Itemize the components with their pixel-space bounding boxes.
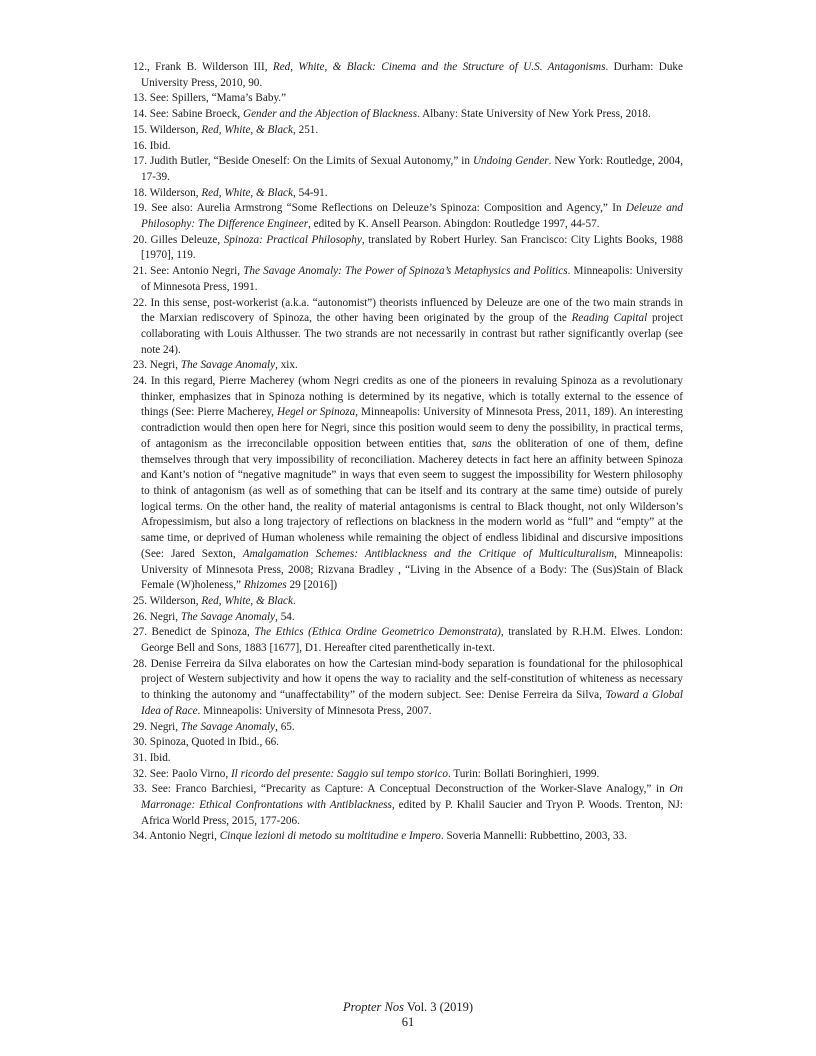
endnote-text: , 54. — [275, 610, 295, 623]
endnote-text: the obliteration of one of them, define themselves through that very impossibility of reconciliation. Macherey detects in fact here an affinity between Spinoza and Kant’s notion of “negative magnitude” in ways that even seem to suggest the impossibility for Western philosophy to think of antagonism (as well as of something that can be itself and its contrary at the same time) outside of purely logical terms. On the other hand, the reality of material antagonisms is central to Black thought, not only Wilderson’s Afropessimism, but also a long trajectory of reflections on blackness in the modern world as “full” and “empty” at the same time, or deprived of Human wholeness while remaining the object of endless libidinal and discursive impositions (See: Jared Sexton, — [141, 437, 684, 560]
endnote-number: 31. — [133, 751, 147, 764]
endnote-title: Spinoza: Practical Philosophy — [223, 233, 362, 246]
endnote-text: . Albany: State University of New York Press, 2018. — [417, 108, 651, 121]
endnote-text: Negri, — [149, 610, 181, 623]
endnote-number: 23. — [133, 359, 147, 372]
endnote-title: sans — [471, 437, 492, 450]
endnote-text: Judith Butler, “Beside Oneself: On the Limits of Sexual Autonomy,” in — [149, 155, 473, 168]
journal-footer — [0, 1000, 816, 1014]
endnote-title: Cinque lezioni di metodo su moltitudine e Impero — [219, 830, 441, 843]
endnote-title: Red, White, & Black — [201, 186, 293, 199]
endnote-text: . Minneapolis: University of Minnesota Press, 2007. — [197, 704, 432, 717]
endnote-text: . Turin: Bollati Boringhieri, 1999. — [447, 767, 600, 780]
endnote-item — [133, 139, 683, 155]
endnote-text: Negri, — [149, 359, 181, 372]
endnote-number: 22. — [133, 296, 147, 309]
endnote-title: Undoing Gender — [472, 155, 549, 168]
page-number: 61 — [401, 1015, 415, 1029]
endnote-number: 19. — [133, 202, 147, 215]
journal-name: Propter Nos — [343, 1000, 404, 1014]
endnote-text: Wilderson, — [149, 594, 202, 607]
endnote-item — [133, 233, 683, 264]
endnote-text: 29 [2016]) — [286, 579, 338, 592]
endnote-title: Red, White, & Black: Cinema and the Structure of U.S. Antagonisms — [272, 61, 606, 73]
endnote-text: Wilderson, — [149, 123, 202, 136]
endnote-item — [133, 123, 683, 139]
endnote-text: , Minneapolis: University of Minnesota Press, 2011, 189). An interesting contradiction would then open here for Negri, since this position would seem to deny the possibility, in practical terms, of antagonism as the irreconcilable opposition between entities that, — [141, 406, 684, 450]
endnote-number: 24. — [133, 375, 147, 388]
endnote-item — [133, 154, 683, 185]
endnote-title: Red, White, & Black — [201, 123, 293, 136]
endnote-text: , 65. — [275, 720, 295, 733]
endnote-item — [133, 782, 683, 829]
endnote-item — [133, 186, 683, 202]
endnotes-list — [133, 60, 683, 845]
endnote-number: 18. — [133, 186, 147, 199]
endnote-text: See: Franco Barchiesi, “Precarity as Capture: A Conceptual Deconstruction of the Worker-Slave Analogy,” in — [151, 783, 670, 796]
endnote-number: 33. — [133, 783, 147, 796]
endnote-title: Gender and the Abjection of Blackness — [243, 108, 418, 121]
endnote-number: 20. — [133, 233, 147, 246]
endnote-number: 16. — [133, 139, 147, 152]
endnote-number: 34. — [133, 830, 147, 843]
endnote-text: Gilles Deleuze, — [150, 233, 224, 246]
endnote-number: 32. — [133, 767, 147, 780]
endnote-text: . Soveria Mannelli: Rubbettino, 2003, 33. — [440, 830, 627, 843]
endnote-item — [133, 751, 683, 767]
endnote-number: 14. — [133, 108, 147, 121]
endnote-title: Deleuze and Philosophy: The Difference Engineer — [141, 202, 683, 231]
endnote-item — [133, 594, 683, 610]
endnote-number: 30. — [133, 736, 147, 749]
endnote-item — [133, 829, 683, 845]
endnote-title: The Savage Anomaly: The Power of Spinoza’s Metaphysics and Politics — [243, 265, 568, 278]
endnote-text: In this regard, Pierre Macherey (whom Negri credits as one of the pioneers in revaluing Spinoza as a revolutionary thinker, emphasizes that in Spinoza nothing is determined by its negative, which is totally external to the essence of things (See: Pierre Macherey, — [141, 375, 684, 419]
endnote-title: On Marronage: Ethical Confrontations with Antiblackness — [141, 783, 683, 812]
endnote-text: Spinoza, Quoted in Ibid., 66. — [149, 736, 280, 749]
endnote-text: . New York: Routledge, 2004, 17-39. — [141, 155, 683, 183]
endnote-number: 15. — [133, 123, 147, 136]
endnote-number: 12., — [133, 61, 150, 73]
endnote-text: See also: Aurelia Armstrong “Some Reflections on Deleuze’s Spinoza: Composition and Agency,” In — [151, 202, 626, 215]
endnote-item — [133, 657, 683, 720]
endnote-number: 26. — [133, 610, 147, 623]
endnote-item — [133, 358, 683, 374]
endnote-text: , 54-91. — [293, 186, 328, 199]
endnote-title: Toward a Global Idea of Race — [141, 689, 683, 717]
endnote-text: , edited by P. Khalil Saucier and Tryon P. Woods. Trenton, NJ: Africa World Press, 2015, 177-206. — [141, 799, 683, 827]
endnote-text: , translated by R.H.M. Elwes. London: George Bell and Sons, 1883 [1677], D1. Hereafter cited parenthetically in-text. — [141, 626, 684, 655]
endnote-title: The Savage Anomaly — [180, 720, 276, 733]
endnote-title: Reading Capital — [571, 312, 648, 325]
endnote-text: Frank B. Wilderson III, — [155, 61, 273, 73]
endnote-text: , translated by Robert Hurley. San Francisco: City Lights Books, 1988 [1970], 119. — [141, 233, 683, 262]
endnote-title: Amalgamation Schemes: Antiblackness and the Critique of Multiculturalism — [242, 547, 615, 560]
endnote-text: Ibid. — [149, 751, 171, 764]
endnote-text: Denise Ferreira da Silva elaborates on how the Cartesian mind-body separation is foundational for the philosophical project of Western subjectivity and how it opens the way to raciality and the self-constitution of whiteness as necessary to thinking the autonomy and “unaffectability” of the modern subject. See: Denise Ferreira da Silva, — [141, 657, 684, 702]
endnote-number: 17. — [133, 155, 147, 168]
endnote-text: , edited by K. Ansell Pearson. Abingdon: Routledge 1997, 44-57. — [308, 218, 600, 231]
endnote-number: 27. — [133, 626, 147, 639]
journal-volume: Vol. 3 (2019) — [404, 1000, 473, 1014]
endnote-text: . — [293, 594, 296, 607]
endnote-text: See: Paolo Virno, — [149, 767, 231, 780]
endnote-text: Wilderson, — [149, 186, 202, 199]
endnote-item — [133, 735, 683, 751]
endnote-text: In this sense, post-workerist (a.k.a. “autonomist”) theorists influenced by Deleuze are one of the two main strands in the Marxian rediscovery of Spinoza, the other having been originated by the group of the — [141, 296, 683, 325]
endnote-item — [133, 201, 683, 232]
endnote-item — [133, 625, 683, 656]
endnote-text: Benedict de Spinoza, — [151, 626, 255, 639]
endnote-title: Hegel or Spinoza — [277, 406, 356, 419]
endnote-title: The Savage Anomaly — [180, 610, 276, 623]
endnote-title: Red, White, & Black — [201, 594, 293, 607]
endnote-text: , 251. — [293, 123, 319, 136]
endnote-text: . Minneapolis: University of Minnesota Press, 1991. — [141, 265, 683, 293]
endnote-item — [133, 374, 683, 594]
endnote-text: See: Spillers, “Mama’s Baby.” — [149, 92, 287, 105]
endnote-item — [133, 296, 683, 359]
endnote-title: The Savage Anomaly — [180, 359, 276, 372]
endnote-number: 21. — [133, 265, 147, 278]
endnote-text: project collaborating with Louis Althusser. The two strands are not necessarily in contrast but rather significantly overlap (see note 24). — [141, 312, 684, 356]
endnote-item — [133, 60, 683, 91]
endnote-title: Rhizomes — [243, 579, 287, 592]
endnote-text: . Durham: Duke University Press, 2010, 90. — [141, 61, 683, 89]
endnote-text: Negri, — [149, 720, 181, 733]
endnote-text: See: Sabine Broeck, — [149, 108, 243, 121]
endnote-item — [133, 107, 683, 123]
endnote-text: , Minneapolis: University of Minnesota Press, 2008; Rizvana Bradley , “Living in the Absence of a Body: The (Sus)Stain of Black Female (W)holeness,” — [141, 547, 683, 592]
endnote-number: 29. — [133, 720, 147, 733]
endnote-number: 25. — [133, 594, 147, 607]
endnote-text: See: Antonio Negri, — [150, 265, 244, 278]
endnote-item — [133, 767, 683, 783]
endnote-item — [133, 720, 683, 736]
endnote-number: 13. — [133, 92, 147, 105]
endnote-item — [133, 610, 683, 626]
endnote-title: Il ricordo del presente: Saggio sul tempo storico — [230, 767, 448, 780]
endnote-text: , xix. — [275, 359, 298, 372]
endnote-item — [133, 91, 683, 107]
endnote-title: The Ethics (Ethica Ordine Geometrico Demonstrata) — [254, 626, 501, 639]
endnote-item — [133, 264, 683, 295]
endnote-number: 28. — [133, 657, 147, 670]
endnote-text: Antonio Negri, — [149, 830, 220, 843]
endnote-text: Ibid. — [149, 139, 171, 152]
